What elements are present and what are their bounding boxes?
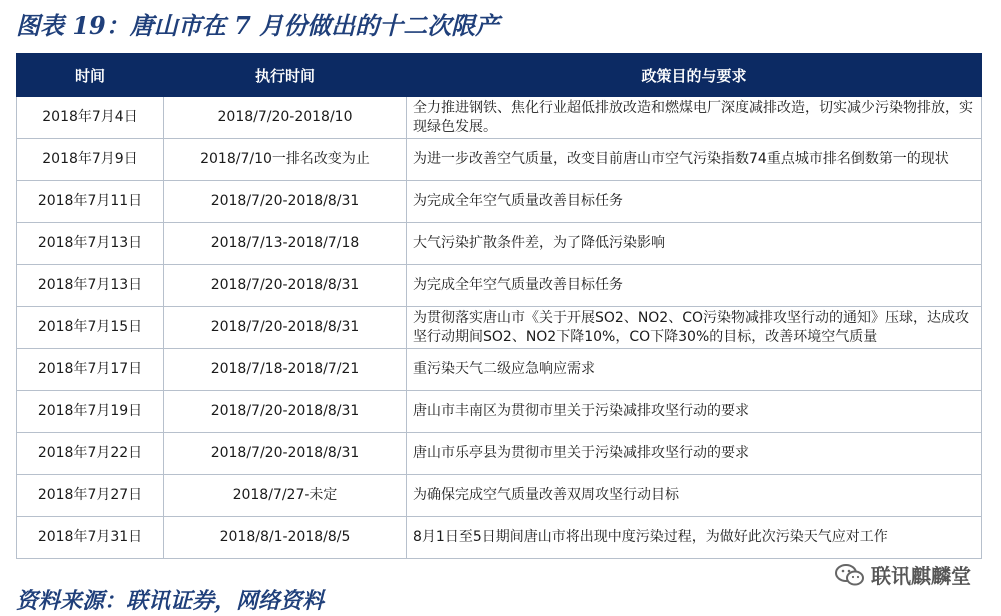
cell-policy: 为进一步改善空气质量，改变目前唐山市空气污染指数74重点城市排名倒数第一的现状: [407, 139, 982, 181]
cell-policy: 大气污染扩散条件差，为了降低污染影响: [407, 223, 982, 265]
cell-policy: 唐山市丰南区为贯彻市里关于污染减排攻坚行动的要求: [407, 391, 982, 433]
watermark: [835, 560, 971, 589]
cell-execution-time: 2018/7/27-未定: [164, 475, 407, 517]
cell-execution-time: 2018/7/20-2018/8/31: [164, 391, 407, 433]
cell-date: 2018年7月15日: [17, 307, 164, 349]
header-policy-purpose: 政策目的与要求: [407, 54, 982, 97]
header-execution-time: 执行时间: [164, 54, 407, 97]
cell-policy: 为完成全年空气质量改善目标任务: [407, 265, 982, 307]
wechat-icon: [835, 563, 865, 587]
cell-date: 2018年7月31日: [17, 517, 164, 559]
table-row: [17, 223, 982, 265]
table-row: [17, 349, 982, 391]
table-row: [17, 181, 982, 223]
cell-execution-time: 2018/7/18-2018/7/21: [164, 349, 407, 391]
table-row: [17, 97, 982, 139]
table-header-row: [17, 54, 982, 97]
table-row: [17, 433, 982, 475]
cell-execution-time: 2018/7/10一排名改变为止: [164, 139, 407, 181]
figure-title: 图表 19：唐山市在 7 月份做出的十二次限产: [16, 11, 500, 40]
cell-date: 2018年7月17日: [17, 349, 164, 391]
table-row: [17, 517, 982, 559]
cell-execution-time: 2018/7/20-2018/8/31: [164, 433, 407, 475]
cell-policy: 全力推进钢铁、焦化行业超低排放改造和燃煤电厂深度减排改造，切实减少污染物排放，实现绿色发展。: [407, 97, 982, 139]
cell-execution-time: 2018/7/13-2018/7/18: [164, 223, 407, 265]
cell-execution-time: 2018/7/20-2018/8/31: [164, 181, 407, 223]
cell-execution-time: 2018/7/20-2018/8/31: [164, 307, 407, 349]
table-row: [17, 265, 982, 307]
cell-execution-time: 2018/7/20-2018/8/31: [164, 265, 407, 307]
cell-date: 2018年7月11日: [17, 181, 164, 223]
table-row: [17, 139, 982, 181]
watermark-label: 联讯麒麟堂: [871, 564, 971, 588]
data-table-container: [16, 53, 981, 559]
cell-execution-time: 2018/8/1-2018/8/5: [164, 517, 407, 559]
cell-date: 2018年7月13日: [17, 223, 164, 265]
cell-policy: 为贯彻落实唐山市《关于开展SO2、NO2、CO污染物减排攻坚行动的通知》压球，达成攻坚行动期间SO2、NO2下降10%，CO下降30%的目标，改善环境空气质量: [407, 307, 982, 349]
source-note: 资料来源：联讯证券，网络资料: [16, 588, 325, 614]
header-time: 时间: [17, 54, 164, 97]
table-row: [17, 391, 982, 433]
data-table: [16, 53, 982, 559]
table-row: [17, 307, 982, 349]
cell-policy: 唐山市乐亭县为贯彻市里关于污染减排攻坚行动的要求: [407, 433, 982, 475]
cell-date: 2018年7月13日: [17, 265, 164, 307]
cell-execution-time: 2018/7/20-2018/10: [164, 97, 407, 139]
cell-policy: 为确保完成空气质量改善双周攻坚行动目标: [407, 475, 982, 517]
cell-policy: 重污染天气二级应急响应需求: [407, 349, 982, 391]
cell-date: 2018年7月27日: [17, 475, 164, 517]
cell-policy: 8月1日至5日期间唐山市将出现中度污染过程，为做好此次污染天气应对工作: [407, 517, 982, 559]
cell-policy: 为完成全年空气质量改善目标任务: [407, 181, 982, 223]
cell-date: 2018年7月19日: [17, 391, 164, 433]
cell-date: 2018年7月22日: [17, 433, 164, 475]
table-row: [17, 475, 982, 517]
cell-date: 2018年7月4日: [17, 97, 164, 139]
cell-date: 2018年7月9日: [17, 139, 164, 181]
